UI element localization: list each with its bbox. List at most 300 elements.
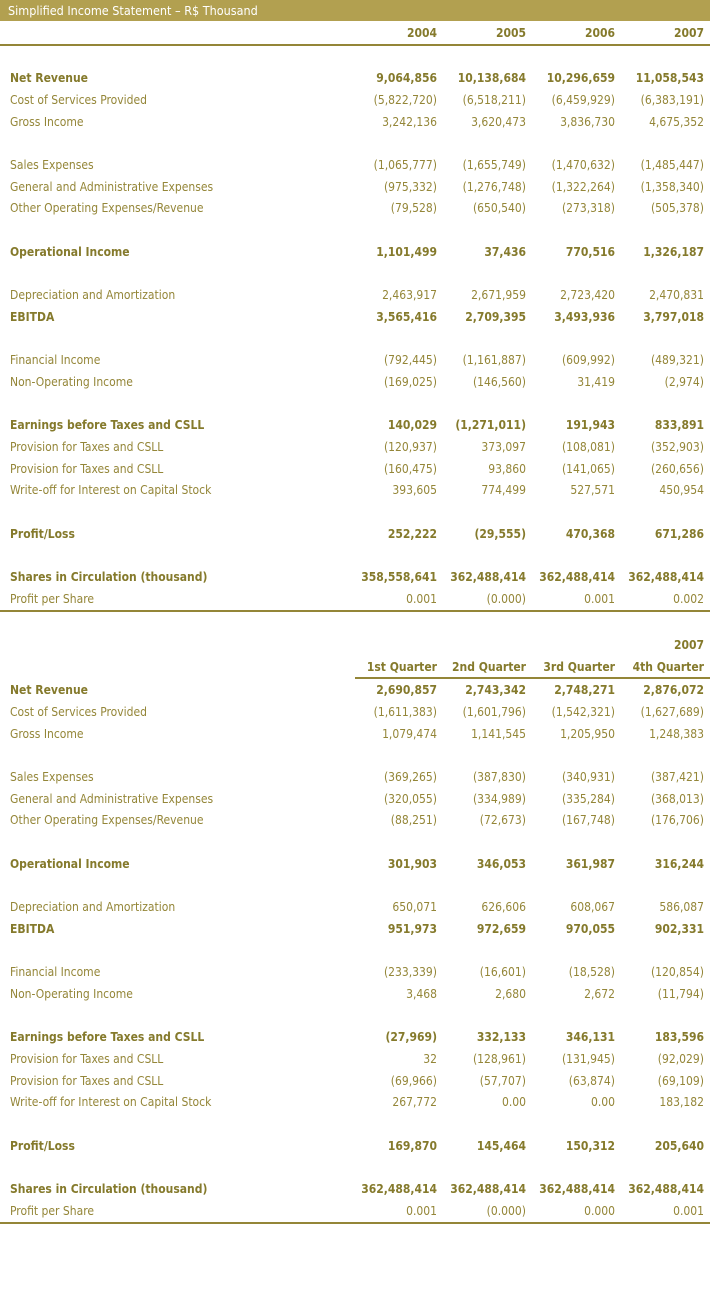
quarter-header: 3rd Quarter bbox=[532, 656, 621, 679]
cell-value: 37,436 bbox=[484, 244, 526, 259]
cell-value: 3,242,136 bbox=[382, 114, 437, 129]
cell-value bbox=[355, 1005, 443, 1027]
year-header: 2004 bbox=[355, 22, 443, 45]
cell-value: (334,989) bbox=[472, 791, 526, 806]
cell-value bbox=[532, 1157, 621, 1179]
cell-value bbox=[621, 1113, 710, 1135]
cell-value: (1,276,748) bbox=[462, 179, 526, 194]
cell-value: 362,488,414 bbox=[450, 1182, 526, 1197]
cell-value bbox=[621, 132, 710, 154]
row-label: Profit per Share bbox=[0, 588, 355, 611]
cell-value bbox=[621, 328, 710, 350]
cell-value: 3,797,018 bbox=[643, 309, 704, 324]
row-label bbox=[0, 831, 355, 853]
cell-value bbox=[532, 328, 621, 350]
row-label bbox=[0, 744, 355, 766]
table-row bbox=[0, 111, 710, 133]
table-row bbox=[0, 810, 710, 832]
cell-value bbox=[355, 132, 443, 154]
cell-value: 833,891 bbox=[654, 418, 704, 433]
cell-value: (1,470,632) bbox=[551, 157, 615, 172]
cell-value: 972,659 bbox=[476, 921, 526, 936]
cell-value: 140,029 bbox=[387, 418, 437, 433]
cell-value: (650,540) bbox=[472, 201, 526, 216]
cell-value: (169,025) bbox=[383, 374, 437, 389]
cell-value: 183,596 bbox=[654, 1030, 704, 1045]
quarter-year-row bbox=[0, 634, 710, 656]
row-label: Non-Operating Income bbox=[10, 986, 133, 1001]
quarter-year-label: 2007 bbox=[673, 637, 704, 652]
cell-value: (69,966) bbox=[390, 1073, 437, 1088]
cell-value: (131,945) bbox=[561, 1051, 615, 1066]
row-label bbox=[0, 1113, 355, 1135]
cell-value bbox=[532, 1005, 621, 1027]
table-row bbox=[0, 766, 710, 788]
cell-value bbox=[443, 1113, 532, 1135]
spacer-row bbox=[0, 1005, 710, 1027]
spacer-row bbox=[0, 393, 710, 415]
spacer-row bbox=[0, 744, 710, 766]
cell-value: 11,058,543 bbox=[635, 71, 704, 86]
spacer-row bbox=[0, 263, 710, 285]
cell-value bbox=[355, 875, 443, 897]
cell-value: 362,488,414 bbox=[450, 570, 526, 585]
cell-value: 191,943 bbox=[565, 418, 615, 433]
cell-value bbox=[355, 1157, 443, 1179]
cell-value bbox=[532, 744, 621, 766]
row-label: Provision for Taxes and CSLL bbox=[10, 461, 164, 476]
cell-value bbox=[532, 263, 621, 285]
table-row bbox=[0, 853, 710, 875]
cell-value: (120,854) bbox=[650, 965, 704, 980]
cell-value bbox=[621, 875, 710, 897]
table-row bbox=[0, 306, 710, 328]
cell-value: 0.000 bbox=[532, 1200, 621, 1223]
cell-value: 362,488,414 bbox=[628, 1182, 704, 1197]
cell-value: (18,528) bbox=[568, 965, 615, 980]
cell-value bbox=[532, 545, 621, 567]
cell-value: 4,675,352 bbox=[649, 114, 704, 129]
cell-value bbox=[443, 328, 532, 350]
table-row bbox=[0, 67, 710, 89]
cell-value: 951,973 bbox=[387, 921, 437, 936]
cell-value: (1,161,887) bbox=[462, 353, 526, 368]
cell-value: (505,378) bbox=[650, 201, 704, 216]
cell-value bbox=[355, 1113, 443, 1135]
row-label: Other Operating Expenses/Revenue bbox=[10, 813, 204, 828]
cell-value: (1,611,383) bbox=[373, 704, 437, 719]
cell-value bbox=[532, 45, 621, 68]
cell-value: 774,499 bbox=[481, 483, 526, 498]
cell-value: 2,723,420 bbox=[560, 288, 615, 303]
cell-value: 2,671,959 bbox=[471, 288, 526, 303]
table-row bbox=[0, 1135, 710, 1157]
cell-value: 346,053 bbox=[476, 856, 526, 871]
table-row bbox=[0, 1091, 710, 1113]
cell-value: (368,013) bbox=[650, 791, 704, 806]
cell-value: (352,903) bbox=[650, 439, 704, 454]
table-row bbox=[0, 1178, 710, 1200]
cell-value: 2,876,072 bbox=[643, 683, 704, 698]
cell-value: 3,565,416 bbox=[376, 309, 437, 324]
cell-value: 169,870 bbox=[387, 1138, 437, 1153]
cell-value: 3,620,473 bbox=[471, 114, 526, 129]
cell-value: 1,248,383 bbox=[649, 726, 704, 741]
row-label: Write-off for Interest on Capital Stock bbox=[10, 483, 212, 498]
cell-value: (27,969) bbox=[385, 1030, 437, 1045]
cell-value: (120,937) bbox=[383, 439, 437, 454]
spacer-row bbox=[0, 545, 710, 567]
cell-value: (72,673) bbox=[479, 813, 526, 828]
row-label: Provision for Taxes and CSLL bbox=[10, 1073, 164, 1088]
cell-value: 0.002 bbox=[621, 588, 710, 611]
cell-value: 1,205,950 bbox=[560, 726, 615, 741]
cell-value: 9,064,856 bbox=[376, 71, 437, 86]
cell-value: (387,830) bbox=[472, 769, 526, 784]
cell-value: 183,182 bbox=[659, 1095, 704, 1110]
cell-value: 970,055 bbox=[565, 921, 615, 936]
cell-value bbox=[621, 501, 710, 523]
cell-value bbox=[621, 831, 710, 853]
cell-value: 2,743,342 bbox=[465, 683, 526, 698]
spacer-row bbox=[0, 328, 710, 350]
quarterly-body bbox=[0, 678, 710, 1222]
table-row bbox=[0, 678, 710, 701]
cell-value: 0.001 bbox=[355, 1200, 443, 1223]
row-label bbox=[0, 501, 355, 523]
cell-value: (320,055) bbox=[383, 791, 437, 806]
cell-value bbox=[443, 1157, 532, 1179]
row-label: Shares in Circulation (thousand) bbox=[10, 570, 208, 585]
year-header: 2006 bbox=[532, 22, 621, 45]
table-row bbox=[0, 154, 710, 176]
cell-value: (128,961) bbox=[472, 1051, 526, 1066]
row-label bbox=[0, 1157, 355, 1179]
cell-value: (160,475) bbox=[383, 461, 437, 476]
row-label: Gross Income bbox=[10, 726, 84, 741]
cell-value: 31,419 bbox=[577, 374, 615, 389]
cell-value: 2,470,831 bbox=[649, 288, 704, 303]
cell-value: 32 bbox=[423, 1051, 437, 1066]
row-label: Sales Expenses bbox=[10, 157, 94, 172]
quarterly-income-table bbox=[0, 634, 710, 1224]
cell-value bbox=[443, 1005, 532, 1027]
row-label: Profit per Share bbox=[0, 1200, 355, 1223]
row-label bbox=[0, 132, 355, 154]
cell-value: (57,707) bbox=[479, 1073, 526, 1088]
row-label: Financial Income bbox=[10, 353, 101, 368]
cell-value: 93,860 bbox=[488, 461, 526, 476]
row-label bbox=[0, 328, 355, 350]
cell-value bbox=[621, 545, 710, 567]
cell-value: 2,690,857 bbox=[376, 683, 437, 698]
row-label: EBITDA bbox=[10, 921, 55, 936]
quarter-header-label bbox=[0, 656, 355, 679]
table-row bbox=[0, 918, 710, 940]
cell-value: 373,097 bbox=[481, 439, 526, 454]
row-label bbox=[0, 45, 355, 68]
cell-value: (5,822,720) bbox=[373, 92, 437, 107]
year-header: 2007 bbox=[621, 22, 710, 45]
row-label: Net Revenue bbox=[10, 682, 88, 697]
table-row bbox=[0, 371, 710, 393]
quarter-header: 2nd Quarter bbox=[443, 656, 532, 679]
cell-value bbox=[532, 393, 621, 415]
cell-value: (489,321) bbox=[650, 353, 704, 368]
cell-value: 2,672 bbox=[584, 986, 615, 1001]
cell-value: 362,488,414 bbox=[628, 570, 704, 585]
cell-value bbox=[355, 501, 443, 523]
row-label: Earnings before Taxes and CSLL bbox=[10, 418, 205, 433]
table-row bbox=[0, 479, 710, 501]
table-row bbox=[0, 349, 710, 371]
table-row bbox=[0, 198, 710, 220]
cell-value: 650,071 bbox=[392, 900, 437, 915]
cell-value bbox=[443, 545, 532, 567]
cell-value bbox=[532, 1113, 621, 1135]
spacer-row bbox=[0, 875, 710, 897]
cell-value: (260,656) bbox=[650, 461, 704, 476]
cell-value: 527,571 bbox=[570, 483, 615, 498]
cell-value: 0.00 bbox=[501, 1095, 526, 1110]
cell-value bbox=[355, 328, 443, 350]
cell-value: (63,874) bbox=[568, 1073, 615, 1088]
cell-value: 346,131 bbox=[565, 1030, 615, 1045]
annual-header-label bbox=[0, 22, 355, 45]
cell-value: (88,251) bbox=[390, 813, 437, 828]
table-row bbox=[0, 588, 710, 611]
cell-value: 626,606 bbox=[481, 900, 526, 915]
cell-value: 358,558,641 bbox=[361, 570, 437, 585]
cell-value bbox=[355, 219, 443, 241]
row-label bbox=[0, 393, 355, 415]
cell-value: (141,065) bbox=[561, 461, 615, 476]
table-row bbox=[0, 1048, 710, 1070]
cell-value bbox=[355, 831, 443, 853]
row-label: Depreciation and Amortization bbox=[10, 288, 176, 303]
annual-header-row bbox=[0, 22, 710, 45]
row-label: EBITDA bbox=[10, 309, 55, 324]
row-label: Provision for Taxes and CSLL bbox=[10, 1051, 164, 1066]
table-row bbox=[0, 961, 710, 983]
cell-value: (108,081) bbox=[561, 439, 615, 454]
row-label bbox=[0, 219, 355, 241]
row-label: Financial Income bbox=[10, 965, 101, 980]
cell-value: (6,459,929) bbox=[551, 92, 615, 107]
cell-value: (975,332) bbox=[383, 179, 437, 194]
table-row bbox=[0, 284, 710, 306]
row-label: Operational Income bbox=[10, 856, 130, 871]
cell-value bbox=[532, 831, 621, 853]
table-row bbox=[0, 1026, 710, 1048]
cell-value bbox=[443, 263, 532, 285]
cell-value bbox=[355, 940, 443, 962]
spacer-row bbox=[0, 219, 710, 241]
cell-value bbox=[532, 875, 621, 897]
table-row bbox=[0, 414, 710, 436]
cell-value: (79,528) bbox=[390, 201, 437, 216]
row-label bbox=[0, 875, 355, 897]
cell-value bbox=[443, 744, 532, 766]
row-label: Profit/Loss bbox=[10, 526, 75, 541]
statement-title: Simplified Income Statement – R$ Thousand bbox=[0, 0, 710, 21]
row-label: Operational Income bbox=[10, 244, 130, 259]
cell-value bbox=[443, 501, 532, 523]
cell-value bbox=[355, 744, 443, 766]
cell-value: 10,138,684 bbox=[457, 71, 526, 86]
row-label bbox=[0, 1005, 355, 1027]
table-row bbox=[0, 1200, 710, 1223]
annual-income-table bbox=[0, 22, 710, 612]
table-row bbox=[0, 89, 710, 111]
cell-value: 3,493,936 bbox=[554, 309, 615, 324]
cell-value bbox=[443, 831, 532, 853]
row-label: Net Revenue bbox=[10, 71, 88, 86]
cell-value bbox=[621, 1157, 710, 1179]
cell-value: 267,772 bbox=[392, 1095, 437, 1110]
cell-value bbox=[443, 45, 532, 68]
cell-value bbox=[443, 940, 532, 962]
cell-value: 2,463,917 bbox=[382, 288, 437, 303]
cell-value: 1,141,545 bbox=[471, 726, 526, 741]
cell-value: (16,601) bbox=[479, 965, 526, 980]
cell-value: 2,680 bbox=[495, 986, 526, 1001]
table-row bbox=[0, 436, 710, 458]
cell-value bbox=[621, 940, 710, 962]
cell-value: (1,485,447) bbox=[640, 157, 704, 172]
row-label bbox=[0, 545, 355, 567]
cell-value: (369,265) bbox=[383, 769, 437, 784]
cell-value bbox=[621, 1005, 710, 1027]
cell-value bbox=[532, 219, 621, 241]
cell-value: (1,542,321) bbox=[551, 704, 615, 719]
cell-value bbox=[355, 45, 443, 68]
cell-value: 608,067 bbox=[570, 900, 615, 915]
cell-value: (233,339) bbox=[383, 965, 437, 980]
cell-value: (0.000) bbox=[443, 1200, 532, 1223]
cell-value bbox=[355, 545, 443, 567]
cell-value bbox=[532, 940, 621, 962]
table-row bbox=[0, 458, 710, 480]
quarter-header-row bbox=[0, 656, 710, 679]
cell-value: 362,488,414 bbox=[539, 570, 615, 585]
cell-value: (167,748) bbox=[561, 813, 615, 828]
cell-value: (1,655,749) bbox=[462, 157, 526, 172]
spacer-row bbox=[0, 45, 710, 68]
spacer-row bbox=[0, 501, 710, 523]
table-row bbox=[0, 523, 710, 545]
cell-value: (146,560) bbox=[472, 374, 526, 389]
cell-value: (340,931) bbox=[561, 769, 615, 784]
cell-value: 332,133 bbox=[476, 1030, 526, 1045]
cell-value: 316,244 bbox=[654, 856, 704, 871]
table-row bbox=[0, 896, 710, 918]
cell-value bbox=[443, 132, 532, 154]
spacer-row bbox=[0, 831, 710, 853]
cell-value: (0.000) bbox=[443, 588, 532, 611]
cell-value bbox=[443, 875, 532, 897]
cell-value: 150,312 bbox=[565, 1138, 615, 1153]
cell-value: 301,903 bbox=[387, 856, 437, 871]
row-label: Depreciation and Amortization bbox=[10, 900, 176, 915]
cell-value bbox=[621, 219, 710, 241]
cell-value: 586,087 bbox=[659, 900, 704, 915]
cell-value: 393,605 bbox=[392, 483, 437, 498]
table-row bbox=[0, 701, 710, 723]
row-label: Cost of Services Provided bbox=[10, 92, 148, 107]
cell-value bbox=[621, 263, 710, 285]
cell-value: 1,101,499 bbox=[376, 244, 437, 259]
row-label bbox=[0, 263, 355, 285]
cell-value: (1,322,264) bbox=[551, 179, 615, 194]
cell-value bbox=[355, 393, 443, 415]
row-label: Other Operating Expenses/Revenue bbox=[10, 201, 204, 216]
spacer-row bbox=[0, 940, 710, 962]
cell-value: 0.00 bbox=[590, 1095, 615, 1110]
table-row bbox=[0, 566, 710, 588]
cell-value bbox=[443, 393, 532, 415]
cell-value: 205,640 bbox=[654, 1138, 704, 1153]
cell-value bbox=[532, 132, 621, 154]
cell-value: (11,794) bbox=[657, 986, 704, 1001]
table-row bbox=[0, 1070, 710, 1092]
annual-body bbox=[0, 45, 710, 611]
row-label: Earnings before Taxes and CSLL bbox=[10, 1030, 205, 1045]
cell-value: (176,706) bbox=[650, 813, 704, 828]
cell-value: 450,954 bbox=[659, 483, 704, 498]
cell-value: 671,286 bbox=[654, 526, 704, 541]
cell-value: (6,518,211) bbox=[462, 92, 526, 107]
cell-value: (6,383,191) bbox=[640, 92, 704, 107]
cell-value bbox=[355, 263, 443, 285]
cell-value: (335,284) bbox=[561, 791, 615, 806]
cell-value: (69,109) bbox=[657, 1073, 704, 1088]
cell-value: 0.001 bbox=[355, 588, 443, 611]
cell-value: 3,836,730 bbox=[560, 114, 615, 129]
cell-value: 770,516 bbox=[565, 244, 615, 259]
cell-value: (387,421) bbox=[650, 769, 704, 784]
cell-value bbox=[621, 393, 710, 415]
quarter-header: 4th Quarter bbox=[621, 656, 710, 679]
row-label: Gross Income bbox=[10, 114, 84, 129]
table-row bbox=[0, 788, 710, 810]
cell-value: (609,992) bbox=[561, 353, 615, 368]
spacer-row bbox=[0, 1157, 710, 1179]
cell-value: 470,368 bbox=[565, 526, 615, 541]
cell-value: (792,445) bbox=[383, 353, 437, 368]
row-label: Write-off for Interest on Capital Stock bbox=[10, 1095, 212, 1110]
row-label: Sales Expenses bbox=[10, 769, 94, 784]
cell-value: (273,318) bbox=[561, 201, 615, 216]
table-row bbox=[0, 723, 710, 745]
spacer-row bbox=[0, 1113, 710, 1135]
year-header: 2005 bbox=[443, 22, 532, 45]
cell-value bbox=[621, 45, 710, 68]
cell-value: 2,709,395 bbox=[465, 309, 526, 324]
cell-value: (1,271,011) bbox=[455, 418, 526, 433]
table-row bbox=[0, 241, 710, 263]
cell-value: (2,974) bbox=[664, 374, 704, 389]
cell-value: 10,296,659 bbox=[546, 71, 615, 86]
cell-value: (92,029) bbox=[657, 1051, 704, 1066]
row-label: Provision for Taxes and CSLL bbox=[10, 439, 164, 454]
spacer-row bbox=[0, 132, 710, 154]
cell-value: 1,326,187 bbox=[643, 244, 704, 259]
cell-value: (1,065,777) bbox=[373, 157, 437, 172]
cell-value bbox=[532, 501, 621, 523]
table-row bbox=[0, 983, 710, 1005]
cell-value: 362,488,414 bbox=[361, 1182, 437, 1197]
